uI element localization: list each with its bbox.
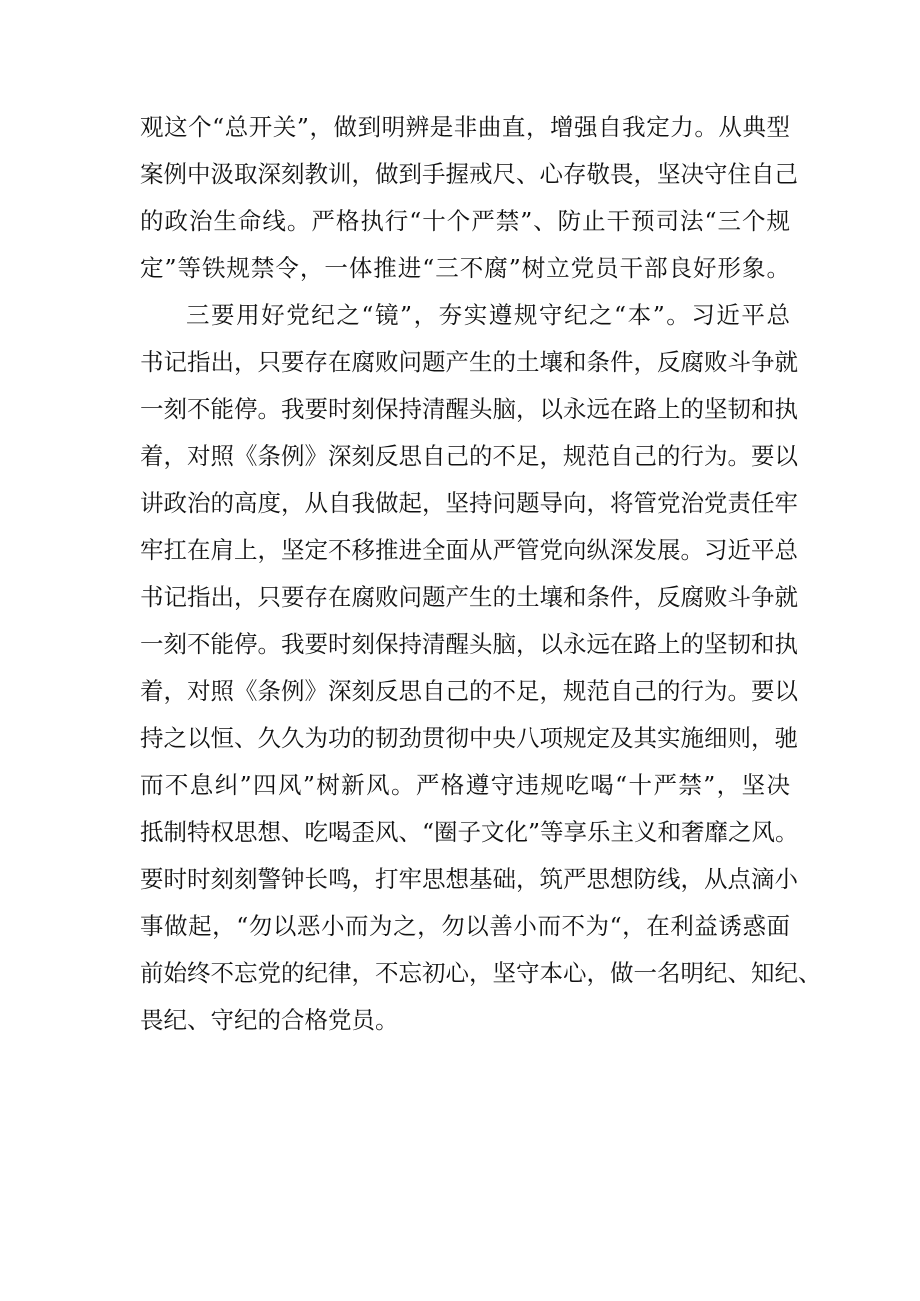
text-line: 一刻不能停。我要时刻保持清醒头脑，以永远在路上的坚韧和执: [140, 630, 798, 658]
text-line: 案例中汲取深刻教训，做到手握戒尺、心存敬畏，坚决守住自己: [140, 160, 798, 188]
text-line: 讲政治的高度，从自我做起，坚持问题导向，将管党治党责任牢: [140, 489, 798, 517]
text-line: 观这个“总开关”，做到明辨是非曲直，增强自我定力。从典型: [140, 113, 790, 141]
text-line: 定”等铁规禁令，一体推进“三不腐”树立党员干部良好形象。: [140, 254, 790, 282]
text-line: 一刻不能停。我要时刻保持清醒头脑，以永远在路上的坚韧和执: [140, 395, 798, 423]
text-line: 畏纪、守纪的合格党员。: [140, 1006, 399, 1034]
text-line: 的政治生命线。严格执行“十个严禁”、防止干预司法“三个规: [140, 207, 790, 235]
text-line: 事做起，“勿以恶小而为之，勿以善小而不为“，在利益诱惑面: [140, 912, 790, 940]
text-line: 牢扛在肩上，坚定不移推进全面从严管党向纵深发展。习近平总: [140, 536, 798, 564]
text-line: 前始终不忘党的纪律，不忘初心，坚守本心，做一名明纪、知纪、: [140, 959, 822, 987]
text-line: 着，对照《条例》深刻反思自己的不足，规范自己的行为。要以: [140, 677, 798, 705]
paragraph-1: [140, 104, 798, 292]
text-line: 书记指出，只要存在腐败问题产生的土壤和条件，反腐败斗争就: [140, 583, 798, 611]
text-line: 三要用好党纪之“镜”，夯实遵规守纪之“本”。习近平总: [186, 301, 790, 329]
text-line: 着，对照《条例》深刻反思自己的不足，规范自己的行为。要以: [140, 442, 798, 470]
text-line: 持之以恒、久久为功的韧劲贯彻中央八项规定及其实施细则，驰: [140, 724, 798, 752]
text-line: 抵制特权思想、吃喝歪风、“圈子文化”等享乐主义和奢靡之风。: [140, 818, 799, 846]
document-body: [140, 104, 822, 1044]
text-line: 而不息纠”四风”树新风。严格遵守违规吃喝“十严禁”，坚决: [140, 771, 790, 799]
paragraph-2: [140, 292, 822, 1044]
text-line: 要时时刻刻警钟长鸣，打牢思想基础，筑严思想防线，从点滴小: [140, 865, 798, 893]
text-line: 书记指出，只要存在腐败问题产生的土壤和条件，反腐败斗争就: [140, 348, 798, 376]
